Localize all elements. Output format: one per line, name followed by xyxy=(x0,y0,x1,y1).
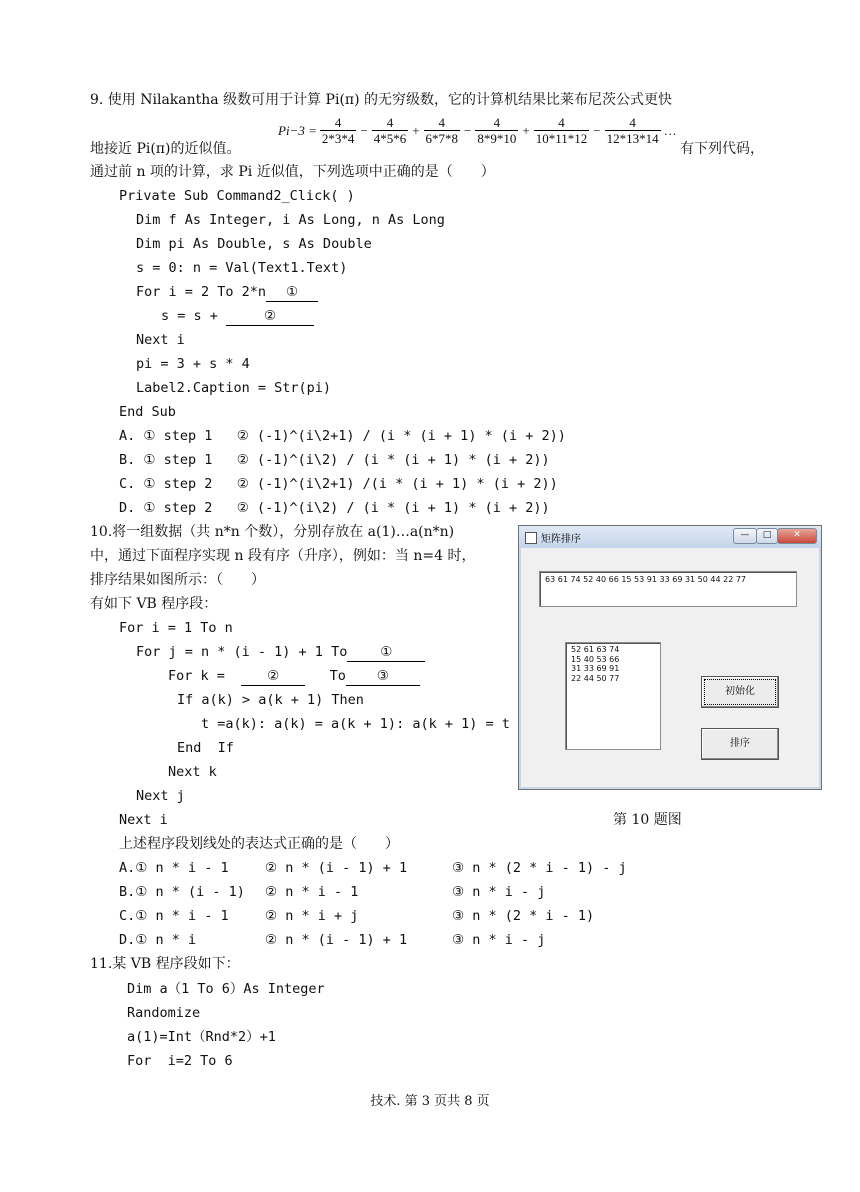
q10-line4: 有如下 VB 程序段： xyxy=(90,596,218,612)
list-item[interactable]: 15 40 53 66 xyxy=(571,654,620,664)
q10-option-a-2: ② n * (i - 1) + 1 xyxy=(265,860,408,876)
result-listbox[interactable] xyxy=(565,642,661,750)
q9-code-6: s = s + ② xyxy=(161,307,314,326)
q10-option-d: D.① n * i xyxy=(119,932,197,948)
formula-term-6: $\frac{4}{12*13*14}$ xyxy=(606,115,659,146)
q10-code-1: For i = 1 To n xyxy=(119,620,233,636)
q10-line1: 10.将一组数据（共 n*n 个数），分别存放在 a(1)…a(n*n) xyxy=(90,524,455,540)
q9-code-7: Next i xyxy=(136,332,185,348)
q10-option-a-3: ③ n * (2 * i - 1) - j xyxy=(452,860,627,876)
q10-option-b: B.① n * (i - 1) xyxy=(119,884,245,900)
q9-line2a: 地接近 Pi(π)的近似值。 xyxy=(90,141,241,157)
q10-code-7: Next k xyxy=(168,764,217,780)
q10-code-5: t =a(k): a(k) = a(k + 1): a(k + 1) = t xyxy=(201,716,510,732)
q9-code-5: For i = 2 To 2*n ① xyxy=(136,283,318,302)
q9-option-d: D. ① step 2 ② (-1)^(i\2) / (i * (i + 1) * (i + 2)) xyxy=(119,500,550,516)
formula-term-3: $\frac{4}{6*7*8}$ xyxy=(425,115,459,146)
q10-code-6: End If xyxy=(177,740,234,756)
q10-option-c-3: ③ n * (2 * i - 1) xyxy=(452,908,595,924)
q11-code-2: Randomize xyxy=(127,1005,201,1021)
q10-option-b-3: ③ n * i - j xyxy=(452,884,546,900)
q10-figure-caption: 第 10 题图 xyxy=(613,812,682,828)
list-item[interactable]: 22 44 50 77 xyxy=(571,673,620,683)
sort-button[interactable]: 排序 xyxy=(701,728,779,760)
q9-option-b: B. ① step 1 ② (-1)^(i\2) / (i * (i + 1) * (i + 2)) xyxy=(119,452,550,468)
q9-line3: 通过前 n 项的计算，求 Pi 近似值，下列选项中正确的是（ ） xyxy=(90,164,495,180)
q11-code-4: For i=2 To 6 xyxy=(127,1053,233,1069)
q9-code-4: s = 0: n = Val(Text1.Text) xyxy=(136,260,348,276)
q9-code-9: Label2.Caption = Str(pi) xyxy=(136,380,332,396)
q10-code-2: For j = n * (i - 1) + 1 To ① xyxy=(136,643,425,662)
q10-line3: 排序结果如图所示：（ ） xyxy=(90,572,265,588)
formula-term-2: $\frac{4}{4*5*6}$ xyxy=(373,115,407,146)
q10-line2: 中，通过下面程序实现 n 段有序（升序），例如：当 n=4 时， xyxy=(90,548,476,564)
form-icon xyxy=(525,532,537,544)
formula-lhs: Pi−3 = xyxy=(278,123,317,138)
close-button[interactable]: ✕ xyxy=(777,528,817,544)
q10-prompt: 上述程序段划线处的表达式正确的是（ ） xyxy=(119,836,399,852)
blank-1: ① xyxy=(266,283,318,302)
q10-code-9: Next i xyxy=(119,812,168,828)
q10-option-b-2: ② n * i - 1 xyxy=(265,884,359,900)
formula-term-5: $\frac{4}{10*11*12}$ xyxy=(535,115,588,146)
q10-option-d-2: ② n * (i - 1) + 1 xyxy=(265,932,408,948)
nilakantha-formula: Pi−3 = $\frac{4}{2*3*4}$ − $\frac{4}{4*5*6}$ + $\frac{4}{6*7*8}$ − $\frac{4}{8*9*10}$ + $\frac{4}{10*11*12}$ − $\frac{4}{12*13*14}$ … xyxy=(278,115,677,146)
q9-option-c: C. ① step 2 ② (-1)^(i\2+1) /(i * (i + 1) * (i + 2)) xyxy=(119,476,558,492)
window-client xyxy=(524,550,816,784)
matrix-sort-window xyxy=(518,525,822,790)
q10-option-d-3: ③ n * i - j xyxy=(452,932,546,948)
q9-code-3: Dim pi As Double, s As Double xyxy=(136,236,372,252)
q10-option-c-2: ② n * i + j xyxy=(265,908,359,924)
window-titlebar xyxy=(519,526,821,548)
page-footer: 技术. 第 3 页共 8 页 xyxy=(370,1094,490,1109)
maximize-button[interactable]: □ xyxy=(756,528,778,544)
blank-2: ② xyxy=(241,667,305,686)
blank-1: ① xyxy=(347,643,425,662)
list-item[interactable]: 52 61 63 74 xyxy=(571,645,620,654)
q9-line1: 9. 使用 Nilakantha 级数可用于计算 Pi(π) 的无穷级数，它的计算机结果比莱布尼茨公式更快 xyxy=(90,92,673,108)
q9-code-10: End Sub xyxy=(119,404,176,420)
blank-2: ② xyxy=(226,307,314,326)
q9-code-1: Private Sub Command2_Click( ) xyxy=(119,188,355,204)
q10-code-4: If a(k) > a(k + 1) Then xyxy=(177,692,364,708)
init-button[interactable]: 初始化 xyxy=(701,676,779,708)
q10-code-8: Next j xyxy=(136,788,185,804)
formula-term-1: $\frac{4}{2*3*4}$ xyxy=(321,115,355,146)
data-textbox[interactable]: 63 61 74 52 40 66 15 53 91 33 69 31 50 44 22 77 xyxy=(539,571,797,607)
q11-code-3: a(1)=Int（Rnd*2）+1 xyxy=(127,1029,276,1045)
q9-code-8: pi = 3 + s * 4 xyxy=(136,356,250,372)
window-title: 矩阵排序 xyxy=(541,534,581,545)
q9-line2b: 有下列代码， xyxy=(680,141,764,157)
list-item[interactable]: 31 33 69 91 xyxy=(571,664,620,673)
q10-option-c: C.① n * i - 1 xyxy=(119,908,229,924)
minimize-button[interactable]: — xyxy=(733,528,757,544)
q11-line1: 11.某 VB 程序段如下： xyxy=(90,956,240,972)
q10-code-3: For k = ② To ③ xyxy=(168,667,420,686)
q10-option-a: A.① n * i - 1 xyxy=(119,860,229,876)
q9-code-2: Dim f As Integer, i As Long, n As Long xyxy=(136,212,445,228)
formula-term-4: $\frac{4}{8*9*10}$ xyxy=(477,115,517,146)
blank-3: ③ xyxy=(346,667,420,686)
q11-code-1: Dim a（1 To 6）As Integer xyxy=(127,981,325,997)
q9-option-a: A. ① step 1 ② (-1)^(i\2+1) / (i * (i + 1) * (i + 2)) xyxy=(119,428,566,444)
